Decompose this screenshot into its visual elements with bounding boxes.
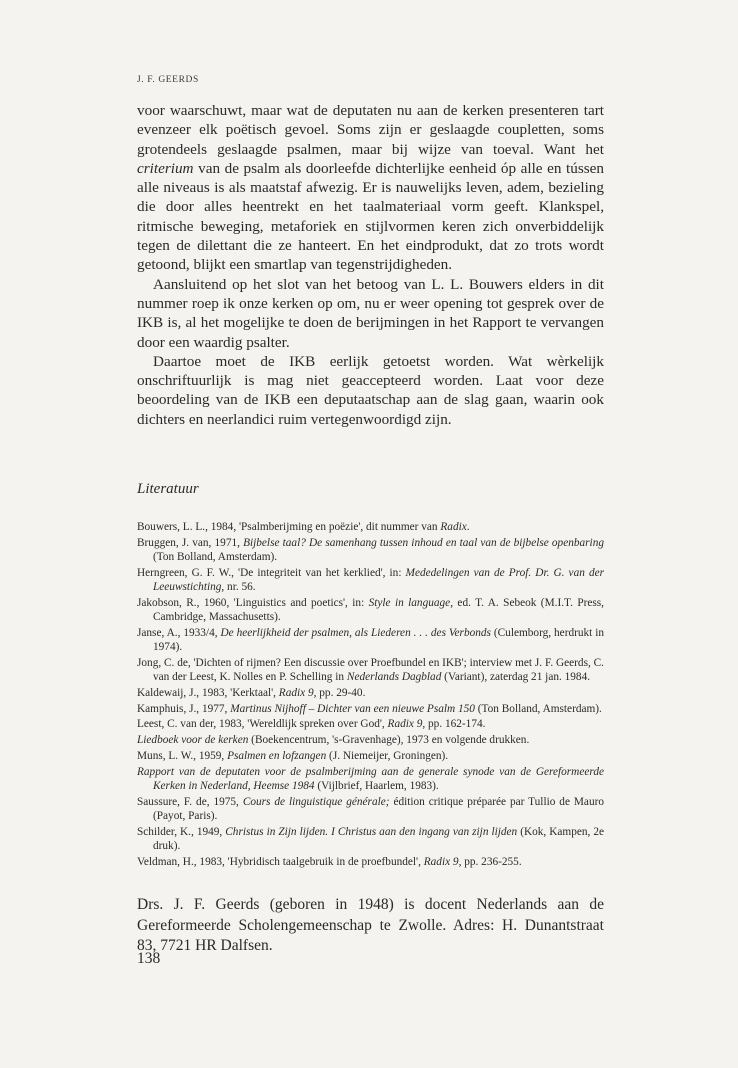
reference-entry: Bruggen, J. van, 1971, Bijbelse taal? De samenhang tussen inhoud en taal van de bijbelse openbaring (Ton Bolland, Amsterdam). xyxy=(137,536,604,563)
body-text xyxy=(137,101,604,429)
literature-heading: Literatuur xyxy=(137,481,199,497)
reference-entry: Kaldewaij, J., 1983, 'Kerktaal', Radix 9, pp. 29-40. xyxy=(137,686,366,699)
reference-entry: Jong, C. de, 'Dichten of rijmen? Een discussie over Proefbundel en IKB'; interview met J. F. Geerds, C. van der Leest, K. Nolles en P. Schelling in Nederlands Dagblad (Variant), zaterdag 21 jan. 1984. xyxy=(137,656,604,683)
paragraph-2: Aansluitend op het slot van het betoog van L. L. Bouwers elders in dit nummer roep ik onze kerken op om, nu er weer opening tot gesprek over de IKB is, al het mogelijke te doen de berijmingen in het Rapport te vervangen door een waardig psalter. xyxy=(137,275,604,351)
reference-entry: Bouwers, L. L., 1984, 'Psalmberijming en poëzie', dit nummer van Radix. xyxy=(137,521,470,533)
paragraph-1: voor waarschuwt, maar wat de deputaten nu aan de kerken presenteren tart evenzeer elk poëtisch gevoel. Soms zijn er geslaagde coupletten, soms grotendeels geslaagde psalmen, maar bij wijze van toeval. Want het criterium van de psalm als doorleefde dichterlijke eenheid óp alle en tússen alle niveaus is als maatstaf afwezig. Er is nauwelijks leven, adem, bezieling die door alles heentrekt en het taalmateriaal vorm geeft. Klankspel, ritmische beweging, metaforiek en stijlvormen keren zich onverbiddelijk tegen de dilettant die ze hanteert. En het eindprodukt, dat zo trots wordt getoond, blijkt een smartlap van tegenstrijdigheden. xyxy=(137,102,604,274)
running-head: J. F. GEERDS xyxy=(137,75,199,85)
page-number: 138 xyxy=(137,950,161,967)
reference-list xyxy=(137,520,604,871)
paragraph-3: Daartoe moet de IKB eerlijk getoetst worden. Wat wèrkelijk onschriftuurlijk is mag niet geaccepteerd worden. Laat voor deze beoordeling van de IKB een deputaatschap aan de slag gaan, waarin ook dichters en neerlandici ruim vertegenwoordigd zijn. xyxy=(137,352,604,428)
reference-entry: Rapport van de deputaten voor de psalmberijming aan de generale synode van de Gereformeerde Kerken in Nederland, Heemse 1984 (Vijlbrief, Haarlem, 1983). xyxy=(137,765,604,792)
reference-entry: Muns, L. W., 1959, Psalmen en lofzangen (J. Niemeijer, Groningen). xyxy=(137,749,449,762)
reference-entry: Janse, A., 1933/4, De heerlijkheid der psalmen, als Liederen . . . des Verbonds (Culemborg, herdrukt in 1974). xyxy=(137,626,605,653)
author-bio: Drs. J. F. Geerds (geboren in 1948) is docent Nederlands aan de Gereformeerde Scholengemeenschap te Zwolle. Adres: H. Dunantstraat 83, 7721 HR Dalfsen. xyxy=(137,896,604,954)
reference-entry: Jakobson, R., 1960, 'Linguistics and poetics', in: Style in language, ed. T. A. Sebeok (M.I.T. Press, Cambridge, Massachusetts). xyxy=(137,596,604,623)
reference-entry: Saussure, F. de, 1975, Cours de linguistique générale; édition critique préparée par Tullio de Mauro (Payot, Paris). xyxy=(137,795,605,822)
reference-entry: Veldman, H., 1983, 'Hybridisch taalgebruik in de proefbundel', Radix 9, pp. 236-255. xyxy=(137,855,522,868)
reference-entry: Liedboek voor de kerken (Boekencentrum, 's-Gravenhage), 1973 en volgende drukken. xyxy=(137,734,530,747)
reference-entry: Herngreen, G. F. W., 'De integriteit van het kerklied', in: Mededelingen van de Prof. Dr. G. van der Leeuwstichting, nr. 56. xyxy=(137,566,605,593)
reference-entry: Schilder, K., 1949, Christus in Zijn lijden. I Christus aan den ingang van zijn lijden (Kok, Kampen, 2e druk). xyxy=(137,825,605,852)
reference-entry: Kamphuis, J., 1977, Martinus Nijhoff – Dichter van een nieuwe Psalm 150 (Ton Bolland, Amsterdam). xyxy=(137,702,602,715)
reference-entry: Leest, C. van der, 1983, 'Wereldlijk spreken over God', Radix 9, pp. 162-174. xyxy=(137,718,486,731)
